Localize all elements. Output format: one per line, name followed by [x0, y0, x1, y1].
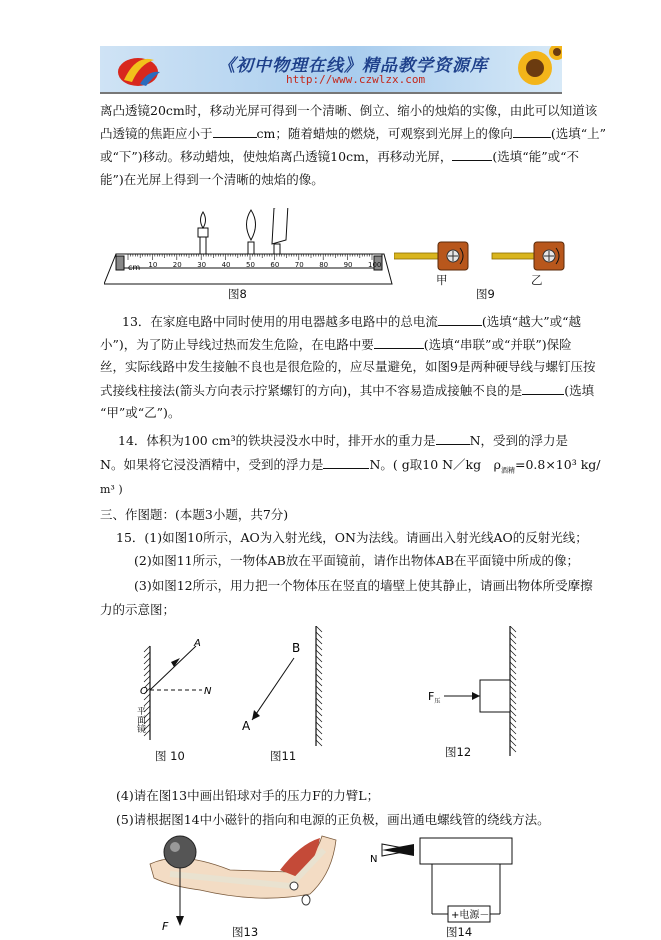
- figure-13-force-label: F: [162, 920, 169, 933]
- figure-11-label-a: A: [242, 719, 251, 733]
- figure-9-wire-terminals: [394, 240, 570, 280]
- figure-10-label-a: A: [194, 638, 201, 649]
- ruler-tick-label: 20: [172, 261, 182, 269]
- q15-part3-a: (3)如图12所示，用力把一个物体压在竖直的墙壁上使其静止，请画出物体所受摩擦: [134, 578, 593, 593]
- q13-line2-a: 小”)，为了防止导线过热而发生危险，在电路中要: [100, 337, 374, 352]
- ruler-tick-label: 70: [294, 261, 304, 269]
- hatch-line: [510, 632, 516, 638]
- hatch-line: [316, 656, 322, 662]
- hatch-line: [510, 644, 516, 650]
- ruler-tick-label: 40: [221, 261, 231, 269]
- answer-blank[interactable]: [438, 313, 482, 326]
- hatch-line: [316, 638, 322, 644]
- q14-line2-b: N。( g取10 N／kg ρ: [369, 457, 501, 472]
- hatch-line: [316, 626, 322, 632]
- hatch-line: [510, 734, 516, 740]
- figure-13-arm-shotput: [140, 830, 340, 936]
- hatch-line: [510, 668, 516, 674]
- figure-10-label-o: O: [140, 686, 148, 697]
- hatch-line: [316, 716, 322, 722]
- q14-line2-c: =0.8×10³ kg/: [514, 457, 601, 472]
- answer-blank[interactable]: [522, 382, 564, 395]
- q12-line2-c: (选填“上”: [550, 126, 607, 141]
- q14-line2: [100, 456, 601, 479]
- hatch-line: [316, 650, 322, 656]
- answer-blank[interactable]: [374, 336, 424, 349]
- figure-12-force-label: [428, 690, 440, 705]
- q12-line2: [100, 125, 606, 141]
- convex-lens: [247, 210, 256, 254]
- hatch-line: [316, 692, 322, 698]
- answer-blank[interactable]: [323, 456, 369, 469]
- candle: [198, 212, 208, 254]
- hatch-line: [316, 710, 322, 716]
- q13-line4-a: 式接线柱接法(箭头方向表示拧紧螺钉的方向)，其中不容易造成接触不良的是: [100, 383, 523, 398]
- q15-part2: (2)如图11所示，一物体AB放在平面镜前，请作出物体AB在平面镜中所成的像；: [134, 553, 580, 568]
- hatch-line: [144, 664, 150, 670]
- hatch-line: [316, 740, 322, 746]
- figure-10-mirror-label: 平面镜: [135, 706, 145, 733]
- ruler-tick-label: 50: [246, 261, 255, 269]
- hatch-line: [510, 716, 516, 722]
- q13-line1-a: 13．在家庭电路中同时使用的用电器越多电路中的总电流: [122, 314, 438, 329]
- answer-blank[interactable]: [213, 125, 257, 138]
- q14-line3: m³ ): [100, 483, 123, 496]
- hatch-line: [510, 722, 516, 728]
- hatch-line: [316, 674, 322, 680]
- q14-line1-a: 14．体积为100 cm³的铁块浸没水中时，排开水的重力是: [118, 433, 436, 448]
- hatch-line: [316, 632, 322, 638]
- q13-line3: 丝，实际线路中发生接触不良也是很危险的，应尽量避免，如图9是两种硬导线与螺钉压按: [100, 359, 596, 374]
- figure-12-block-on-wall: [424, 626, 530, 758]
- answer-blank[interactable]: [452, 148, 492, 161]
- figure-8-optical-bench: [104, 208, 394, 288]
- hatch-line: [510, 704, 516, 710]
- q12-line3-a: 或“下”)移动。移动蜡烛，使烛焰离凸透镜10cm，再移动光屏，: [100, 149, 453, 164]
- hatch-line: [316, 686, 322, 692]
- hatch-line: [144, 658, 150, 664]
- q12-line4: 能”)在光屏上得到一个清晰的烛焰的像。: [100, 172, 324, 187]
- figure-11-label-b: B: [292, 641, 301, 655]
- figure-13-caption: 图13: [232, 925, 259, 939]
- header-title: 《初中物理在线》精品教学资源库: [218, 56, 488, 76]
- hatch-line: [144, 676, 150, 682]
- hatch-line: [316, 680, 322, 686]
- header-url: http://www.czwlzx.com: [286, 73, 426, 86]
- figure-9-label-yi: 乙: [531, 273, 543, 287]
- q13-line1: [122, 313, 581, 329]
- section-3-heading: 三、作图题：(本题3小题，共7分): [100, 507, 289, 522]
- hatch-line: [510, 728, 516, 734]
- hatch-line: [510, 656, 516, 662]
- hatch-line: [316, 662, 322, 668]
- hatch-line: [316, 698, 322, 704]
- figure-10-reflection: [130, 628, 230, 744]
- hatch-line: [316, 704, 322, 710]
- q13-line4-b: (选填: [564, 383, 595, 398]
- hatch-line: [144, 652, 150, 658]
- figure-14-source-label: +电源－: [451, 910, 490, 921]
- figure-14-needle-label: N: [370, 854, 378, 865]
- q14-line1-b: N，受到的浮力是: [469, 433, 569, 448]
- q12-line3-b: (选填“能”或“不: [492, 149, 579, 164]
- ruler-tick-label: 80: [319, 261, 329, 269]
- q15-part4: (4)请在图13中画出铅球对手的压力F的力臂L；: [116, 788, 380, 803]
- hatch-line: [510, 692, 516, 698]
- figure-9-label-jia: 甲: [436, 273, 448, 287]
- q13-line4: [100, 382, 594, 398]
- q12-line2-a: 凸透镜的焦距应小于: [100, 126, 213, 141]
- figure-12-force: F: [428, 690, 435, 703]
- figure-10-label-n: N: [204, 686, 212, 697]
- hatch-line: [316, 668, 322, 674]
- hatch-line: [316, 644, 322, 650]
- figure-12-caption: 图12: [445, 745, 472, 759]
- hatch-line: [510, 638, 516, 644]
- figure-8-caption: 图8: [228, 287, 247, 301]
- ruler-tick-label: 60: [270, 261, 280, 269]
- q12-line2-b: cm；随着蜡烛的燃烧，可观察到光屏上的像向: [256, 126, 513, 141]
- ruler-tick-label: 100: [368, 261, 382, 269]
- figure-9-caption: 图9: [476, 287, 495, 301]
- ruler-tick-label: 90: [343, 261, 353, 269]
- q14-line1: [118, 432, 568, 448]
- ruler-unit: cm: [128, 263, 141, 272]
- hatch-line: [510, 710, 516, 716]
- ruler-tick-label: 10: [148, 261, 158, 269]
- figure-11-caption: 图11: [270, 749, 297, 763]
- q15-part5: (5)请根据图14中小磁针的指向和电源的正负极，画出通电螺线管的绕线方法。: [116, 812, 550, 827]
- hatch-line: [510, 698, 516, 704]
- hatch-line: [316, 728, 322, 734]
- q13-line2: [100, 336, 572, 352]
- q15-part3-b: 力的示意图；: [100, 602, 176, 617]
- light-screen: [272, 208, 288, 254]
- ruler-tick-label: 30: [197, 261, 207, 269]
- q13-line1-b: (选填“越大”或“越: [481, 314, 581, 329]
- answer-blank[interactable]: [513, 125, 551, 138]
- q15-part1: 15．(1)如图10所示，AO为入射光线，ON为法线。请画出入射光线AO的反射光线；: [116, 530, 588, 545]
- sunflower-icon: [505, 46, 562, 92]
- figure-14-caption: 图14: [446, 925, 473, 939]
- hatch-line: [316, 734, 322, 740]
- header-banner: [100, 46, 562, 94]
- hatch-line: [510, 662, 516, 668]
- answer-blank[interactable]: [436, 432, 470, 445]
- q13-line5: “甲”或“乙”)。: [100, 405, 181, 420]
- q12-line3: [100, 148, 579, 164]
- hatch-line: [510, 686, 516, 692]
- figure-11-mirror-object: [236, 626, 326, 748]
- hatch-line: [510, 680, 516, 686]
- figure-12-force-subscript: 压: [434, 698, 441, 705]
- q13-line2-b: (选填“串联”或“并联”)保险: [423, 337, 572, 352]
- hatch-line: [510, 650, 516, 656]
- figure-14-solenoid-circuit: [366, 834, 526, 930]
- logo-icon: [110, 50, 170, 88]
- hatch-line: [144, 646, 150, 652]
- hatch-line: [510, 626, 516, 632]
- hatch-line: [144, 670, 150, 676]
- hatch-line: [316, 722, 322, 728]
- hatch-line: [510, 740, 516, 746]
- q14-rho-subscript: 酒精: [500, 466, 515, 475]
- q14-line2-a: N。如果将它浸没酒精中，受到的浮力是: [100, 457, 324, 472]
- figure-10-caption: 图 10: [155, 749, 185, 763]
- hatch-line: [510, 674, 516, 680]
- hatch-line: [510, 746, 516, 752]
- q12-line1: 离凸透镜20cm时，移动光屏可得到一个清晰、倒立、缩小的烛焰的实像，由此可以知道该: [100, 103, 598, 118]
